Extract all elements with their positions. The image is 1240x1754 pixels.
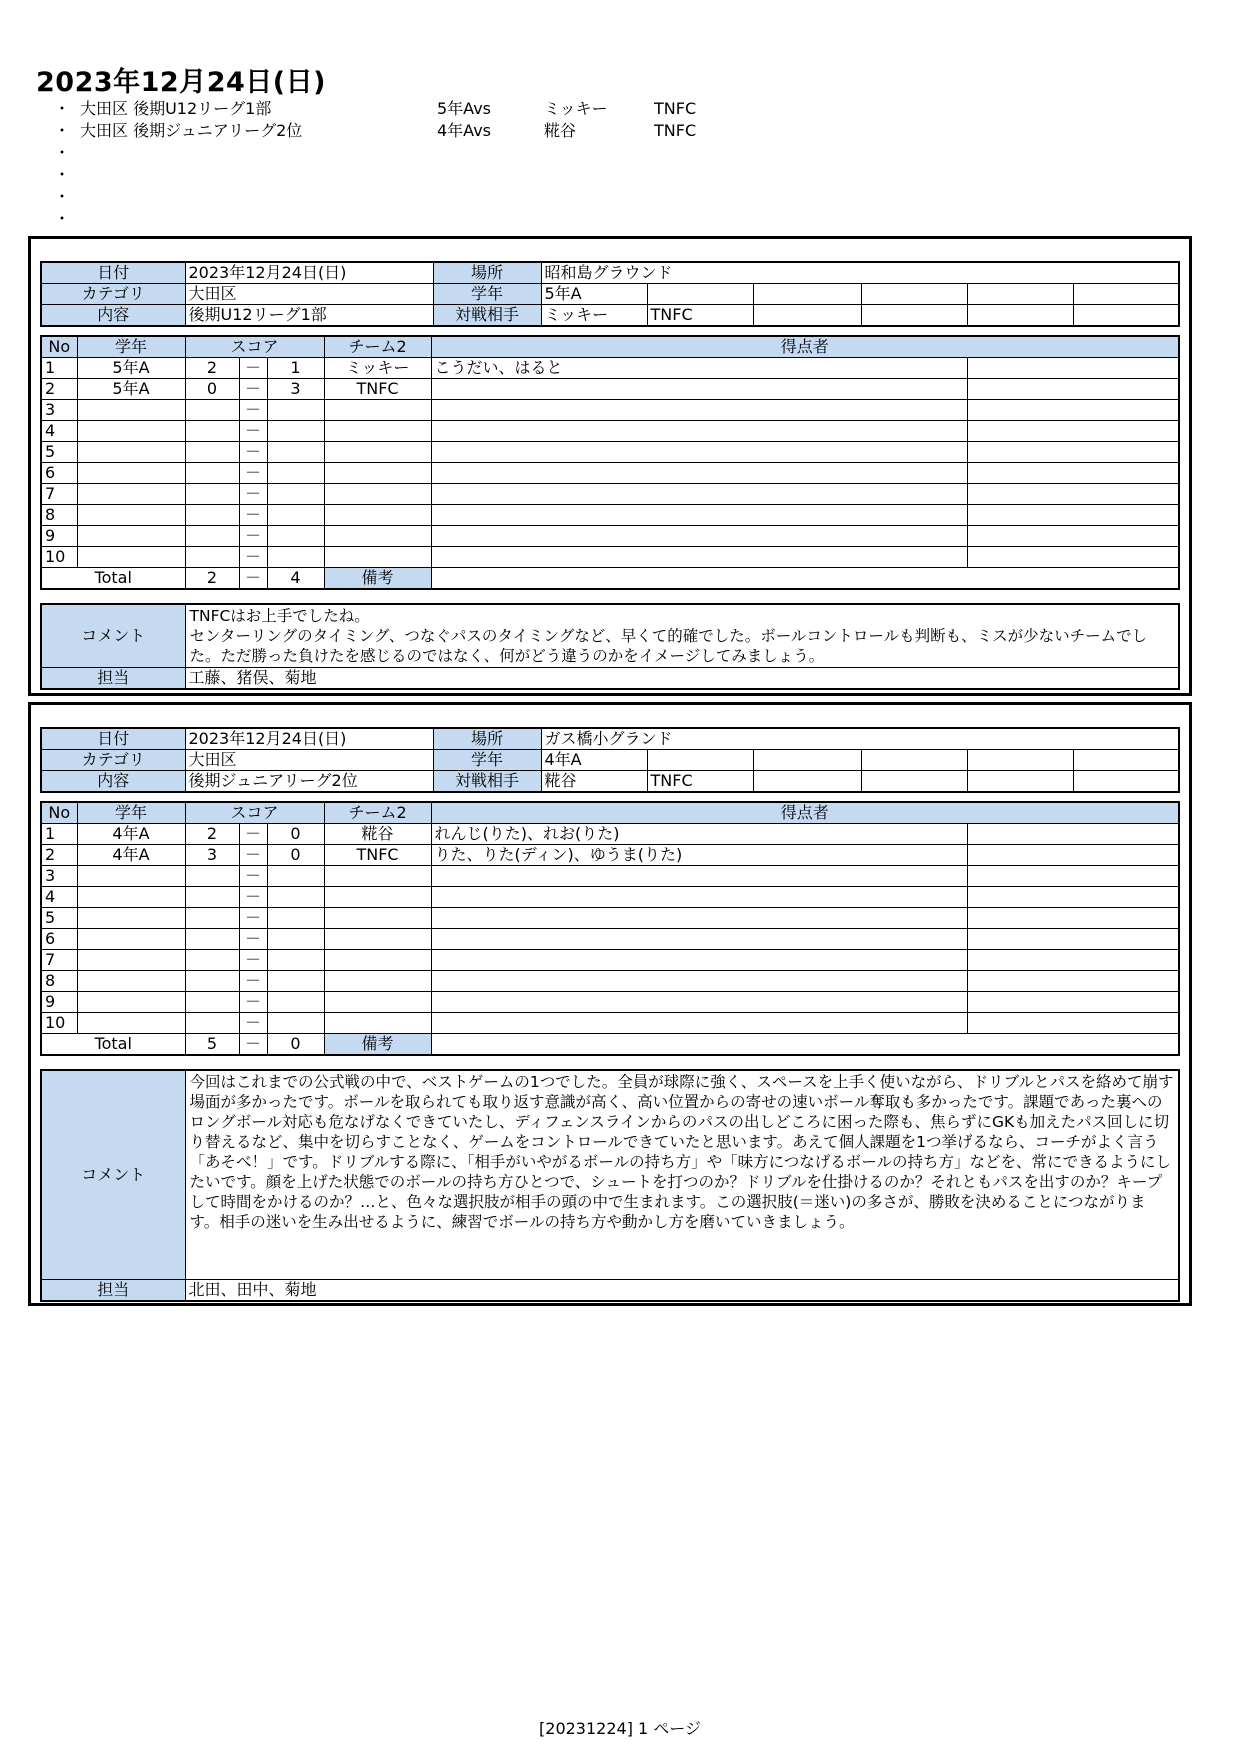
empty-cell	[967, 505, 1179, 526]
score-dash: －	[239, 887, 267, 908]
row-team2: ミッキー	[324, 358, 431, 379]
match-summary-list	[54, 98, 734, 230]
row-scorers	[431, 505, 967, 526]
empty-cell	[753, 750, 861, 771]
row-team2	[324, 547, 431, 568]
score-dash: －	[239, 908, 267, 929]
row-scorers	[431, 400, 967, 421]
opponent-value-2: TNFC	[647, 305, 753, 327]
row-score-1	[185, 463, 239, 484]
score-dash: －	[239, 421, 267, 442]
bullet: ・	[54, 165, 71, 184]
empty-cell	[967, 908, 1179, 929]
row-score-2: 0	[267, 845, 324, 866]
summary-row	[54, 142, 734, 164]
score-dash: －	[239, 379, 267, 400]
row-grade	[77, 971, 185, 992]
score-dash: －	[239, 484, 267, 505]
empty-cell	[861, 771, 967, 793]
row-grade	[77, 547, 185, 568]
row-grade	[77, 463, 185, 484]
score-dash: －	[239, 1034, 267, 1056]
category-label: カテゴリ	[41, 284, 185, 305]
score-dash: －	[239, 992, 267, 1013]
row-score-2	[267, 400, 324, 421]
summary-opponent-2: TNFC	[654, 121, 697, 140]
table-row	[41, 929, 1179, 950]
row-score-1	[185, 442, 239, 463]
row-no: 10	[41, 1013, 77, 1034]
remarks-label: 備考	[324, 568, 431, 590]
row-scorers	[431, 866, 967, 887]
scorers-header: 得点者	[431, 802, 1179, 824]
table-row	[41, 866, 1179, 887]
row-score-1	[185, 950, 239, 971]
row-no: 3	[41, 400, 77, 421]
content-value: 後期U12リーグ1部	[185, 305, 433, 327]
row-grade	[77, 1013, 185, 1034]
row-team2	[324, 971, 431, 992]
score-dash: －	[239, 568, 267, 590]
row-scorers	[431, 547, 967, 568]
row-score-2	[267, 866, 324, 887]
row-score-2	[267, 992, 324, 1013]
empty-cell	[967, 971, 1179, 992]
row-team2	[324, 866, 431, 887]
bullet: ・	[54, 209, 71, 228]
row-score-1	[185, 484, 239, 505]
row-team2	[324, 400, 431, 421]
row-grade	[77, 505, 185, 526]
empty-cell	[967, 992, 1179, 1013]
row-score-1: 3	[185, 845, 239, 866]
table-row	[41, 526, 1179, 547]
total-score-2: 4	[267, 568, 324, 590]
table-row	[41, 992, 1179, 1013]
row-team2: TNFC	[324, 845, 431, 866]
empty-cell	[967, 887, 1179, 908]
place-label: 場所	[433, 728, 541, 750]
empty-cell	[1073, 771, 1179, 793]
empty-cell	[967, 771, 1073, 793]
opponent-value-1: ミッキー	[541, 305, 647, 327]
row-score-2: 1	[267, 358, 324, 379]
empty-cell	[967, 484, 1179, 505]
no-header: No	[41, 336, 77, 358]
staff-value: 工藤、猪俣、菊地	[185, 668, 1179, 690]
empty-cell	[967, 866, 1179, 887]
comment-table	[40, 1069, 1180, 1302]
row-grade	[77, 887, 185, 908]
table-row	[41, 505, 1179, 526]
empty-cell	[967, 750, 1073, 771]
staff-label: 担当	[41, 668, 185, 690]
table-row	[41, 379, 1179, 400]
table-row	[41, 950, 1179, 971]
row-no: 8	[41, 971, 77, 992]
grade-header: 学年	[77, 802, 185, 824]
row-no: 3	[41, 866, 77, 887]
row-no: 1	[41, 824, 77, 845]
summary-event: 大田区 後期ジュニアリーグ2位	[80, 121, 303, 140]
row-team2	[324, 950, 431, 971]
empty-cell	[753, 284, 861, 305]
row-score-2	[267, 421, 324, 442]
page-title: 2023年12月24日(日)	[36, 67, 326, 98]
scorers-header: 得点者	[431, 336, 1179, 358]
row-team2	[324, 421, 431, 442]
category-value: 大田区	[185, 284, 433, 305]
empty-cell	[967, 547, 1179, 568]
total-label: Total	[41, 1034, 185, 1056]
row-grade	[77, 526, 185, 547]
row-score-2	[267, 950, 324, 971]
table-row	[41, 971, 1179, 992]
row-no: 2	[41, 845, 77, 866]
row-score-2	[267, 887, 324, 908]
row-team2	[324, 484, 431, 505]
content-value: 後期ジュニアリーグ2位	[185, 771, 433, 793]
remarks-label: 備考	[324, 1034, 431, 1056]
empty-cell	[1073, 305, 1179, 327]
table-row	[41, 358, 1179, 379]
score-dash: －	[239, 442, 267, 463]
empty-cell	[967, 950, 1179, 971]
row-scorers	[431, 1013, 967, 1034]
score-dash: －	[239, 971, 267, 992]
match-card-2	[28, 702, 1192, 1306]
row-team2	[324, 526, 431, 547]
empty-cell	[967, 284, 1073, 305]
row-grade	[77, 400, 185, 421]
row-scorers	[431, 887, 967, 908]
team2-header: チーム2	[324, 802, 431, 824]
total-label: Total	[41, 568, 185, 590]
bullet: ・	[54, 121, 71, 140]
row-score-1	[185, 866, 239, 887]
score-dash: －	[239, 463, 267, 484]
row-score-1	[185, 887, 239, 908]
row-score-1	[185, 505, 239, 526]
opponent-label: 対戦相手	[433, 305, 541, 327]
row-score-1	[185, 1013, 239, 1034]
match-card-1	[28, 236, 1192, 696]
date-value: 2023年12月24日(日)	[185, 728, 433, 750]
empty-cell	[967, 400, 1179, 421]
row-scorers	[431, 971, 967, 992]
row-scorers: りた、りた(ディン)、ゆうま(りた)	[431, 845, 967, 866]
score-table	[40, 801, 1180, 1056]
empty-cell	[967, 824, 1179, 845]
content-label: 内容	[41, 305, 185, 327]
summary-opponent-2: TNFC	[654, 99, 697, 118]
row-no: 4	[41, 887, 77, 908]
row-no: 4	[41, 421, 77, 442]
row-score-2	[267, 547, 324, 568]
place-label: 場所	[433, 262, 541, 284]
place-value: 昭和島グラウンド	[541, 262, 1179, 284]
row-grade	[77, 950, 185, 971]
no-header: No	[41, 802, 77, 824]
summary-row	[54, 186, 734, 208]
score-dash: －	[239, 547, 267, 568]
row-score-1: 0	[185, 379, 239, 400]
bullet: ・	[54, 99, 71, 118]
row-score-2	[267, 484, 324, 505]
row-grade	[77, 908, 185, 929]
summary-row	[54, 208, 734, 230]
score-header: スコア	[185, 802, 324, 824]
row-scorers	[431, 950, 967, 971]
row-team2	[324, 505, 431, 526]
empty-cell	[967, 421, 1179, 442]
comment-text: 今回はこれまでの公式戦の中で、ベストゲームの1つでした。全員が球際に強く、スペースを上手く使いながら、ドリブルとパスを絡めて崩す場面が多かったです。ボールを取られても取り返す意識が高く、高い位置からの寄せの速いボール奪取も多かったです。課題であった裏へのロングボール対応も危なげなくできていたし、ディフェンスラインからのパスの出しどころに困った際も、焦らずにGKも加えたパス回しに切り替えるなど、集中を切らすことなく、ゲームをコントロールできていたと思います。あえて個人課題を1つ挙げるなら、コーチがよく言う「あそべ！」です。ドリブルする際に、「相手がいやがるボールの持ち方」や「味方につなげるボールの持ち方」などを、常にできるようにしたいです。顔を上げた状態でのボールの持ち方ひとつで、シュートを打つのか？ドリブルを仕掛けるのか？それともパスを出すのか？キープして時間をかけるのか？…と、色々な選択肢が相手の頭の中で生まれます。この選択肢(＝迷い)の多さが、勝敗を決めることにつながります。相手の迷いを生み出せるように、練習でボールの持ち方や動かし方を磨いていきましょう。	[185, 1070, 1179, 1280]
summary-row	[54, 164, 734, 186]
row-scorers	[431, 442, 967, 463]
row-grade: 4年A	[77, 824, 185, 845]
row-score-2	[267, 908, 324, 929]
row-score-2	[267, 526, 324, 547]
summary-opponent-1: ミッキー	[544, 99, 608, 118]
row-scorers	[431, 908, 967, 929]
empty-cell	[967, 929, 1179, 950]
category-label: カテゴリ	[41, 750, 185, 771]
row-grade: 5年A	[77, 379, 185, 400]
row-scorers	[431, 929, 967, 950]
table-row	[41, 845, 1179, 866]
empty-cell	[861, 284, 967, 305]
row-team2	[324, 463, 431, 484]
row-team2	[324, 887, 431, 908]
table-row	[41, 887, 1179, 908]
row-no: 10	[41, 547, 77, 568]
date-label: 日付	[41, 262, 185, 284]
total-score-2: 0	[267, 1034, 324, 1056]
row-scorers	[431, 421, 967, 442]
empty-cell	[967, 463, 1179, 484]
opponent-label: 対戦相手	[433, 771, 541, 793]
match-info-table	[40, 727, 1180, 793]
staff-value: 北田、田中、菊地	[185, 1280, 1179, 1302]
score-dash: －	[239, 505, 267, 526]
opponent-value-2: TNFC	[647, 771, 753, 793]
row-scorers	[431, 526, 967, 547]
row-grade	[77, 929, 185, 950]
total-score-1: 5	[185, 1034, 239, 1056]
row-grade: 5年A	[77, 358, 185, 379]
empty-cell	[967, 442, 1179, 463]
date-label: 日付	[41, 728, 185, 750]
table-row	[41, 421, 1179, 442]
summary-team: 4年Avs	[437, 121, 491, 140]
table-row	[41, 547, 1179, 568]
table-row	[41, 442, 1179, 463]
row-score-1	[185, 526, 239, 547]
remarks-value	[431, 1034, 1179, 1056]
score-dash: －	[239, 929, 267, 950]
table-row	[41, 484, 1179, 505]
empty-cell	[967, 1013, 1179, 1034]
row-score-2	[267, 442, 324, 463]
empty-cell	[861, 750, 967, 771]
row-scorers	[431, 992, 967, 1013]
summary-row	[54, 120, 734, 142]
place-value: ガス橋小グランド	[541, 728, 1179, 750]
row-no: 7	[41, 950, 77, 971]
table-row	[41, 463, 1179, 484]
comment-label: コメント	[41, 604, 185, 668]
score-dash: －	[239, 845, 267, 866]
row-team2	[324, 908, 431, 929]
remarks-value	[431, 568, 1179, 590]
table-row	[41, 1013, 1179, 1034]
row-no: 9	[41, 992, 77, 1013]
row-score-2	[267, 463, 324, 484]
row-no: 9	[41, 526, 77, 547]
empty-cell	[967, 379, 1179, 400]
row-score-1	[185, 400, 239, 421]
score-dash: －	[239, 1013, 267, 1034]
row-score-1: 2	[185, 824, 239, 845]
empty-cell	[1073, 750, 1179, 771]
score-table	[40, 335, 1180, 590]
empty-cell	[967, 526, 1179, 547]
team2-header: チーム2	[324, 336, 431, 358]
empty-cell	[967, 305, 1073, 327]
summary-opponent-1: 糀谷	[544, 121, 577, 140]
row-team2: TNFC	[324, 379, 431, 400]
empty-cell	[647, 284, 753, 305]
row-scorers	[431, 463, 967, 484]
score-dash: －	[239, 866, 267, 887]
comment-label: コメント	[41, 1070, 185, 1280]
empty-cell	[647, 750, 753, 771]
bullet: ・	[54, 187, 71, 206]
row-score-1	[185, 908, 239, 929]
score-dash: －	[239, 358, 267, 379]
bullet: ・	[54, 143, 71, 162]
row-scorers	[431, 379, 967, 400]
row-score-2	[267, 971, 324, 992]
row-grade	[77, 866, 185, 887]
empty-cell	[753, 305, 861, 327]
grade-header: 学年	[77, 336, 185, 358]
row-no: 2	[41, 379, 77, 400]
row-score-2	[267, 929, 324, 950]
total-row	[41, 1034, 1179, 1056]
row-team2	[324, 1013, 431, 1034]
summary-event: 大田区 後期U12リーグ1部	[80, 99, 272, 118]
row-no: 6	[41, 463, 77, 484]
content-label: 内容	[41, 771, 185, 793]
row-no: 5	[41, 442, 77, 463]
summary-team: 5年Avs	[437, 99, 491, 118]
row-no: 7	[41, 484, 77, 505]
row-grade	[77, 484, 185, 505]
grade-value: 5年A	[541, 284, 647, 305]
grade-label: 学年	[433, 750, 541, 771]
opponent-value-1: 糀谷	[541, 771, 647, 793]
empty-cell	[1073, 284, 1179, 305]
row-score-2	[267, 1013, 324, 1034]
row-no: 8	[41, 505, 77, 526]
table-row	[41, 400, 1179, 421]
score-dash: －	[239, 824, 267, 845]
comment-text: TNFCはお上手でしたね。 センターリングのタイミング、つなぐパスのタイミングなど、早くて的確でした。ボールコントロールも判断も、ミスが少ないチームでした。ただ勝った負けたを感じるのではなく、何がどう違うのかをイメージしてみましょう。	[185, 604, 1179, 668]
total-score-1: 2	[185, 568, 239, 590]
grade-label: 学年	[433, 284, 541, 305]
row-score-1	[185, 929, 239, 950]
grade-value: 4年A	[541, 750, 647, 771]
score-header: スコア	[185, 336, 324, 358]
row-score-1	[185, 547, 239, 568]
row-score-1	[185, 421, 239, 442]
date-value: 2023年12月24日(日)	[185, 262, 433, 284]
row-team2: 糀谷	[324, 824, 431, 845]
row-score-1	[185, 992, 239, 1013]
row-scorers	[431, 484, 967, 505]
score-dash: －	[239, 526, 267, 547]
row-grade: 4年A	[77, 845, 185, 866]
comment-table	[40, 603, 1180, 690]
empty-cell	[967, 845, 1179, 866]
score-dash: －	[239, 950, 267, 971]
row-no: 6	[41, 929, 77, 950]
row-team2	[324, 442, 431, 463]
table-row	[41, 824, 1179, 845]
table-row	[41, 908, 1179, 929]
row-grade	[77, 421, 185, 442]
row-no: 5	[41, 908, 77, 929]
row-team2	[324, 992, 431, 1013]
score-dash: －	[239, 400, 267, 421]
row-no: 1	[41, 358, 77, 379]
row-scorers: れんじ(りた)、れお(りた)	[431, 824, 967, 845]
row-score-1	[185, 971, 239, 992]
staff-label: 担当	[41, 1280, 185, 1302]
row-score-2: 0	[267, 824, 324, 845]
empty-cell	[967, 358, 1179, 379]
total-row	[41, 568, 1179, 590]
empty-cell	[753, 771, 861, 793]
row-grade	[77, 992, 185, 1013]
row-score-1: 2	[185, 358, 239, 379]
summary-row	[54, 98, 734, 120]
row-grade	[77, 442, 185, 463]
row-score-2	[267, 505, 324, 526]
row-score-2: 3	[267, 379, 324, 400]
category-value: 大田区	[185, 750, 433, 771]
match-info-table	[40, 261, 1180, 327]
row-scorers: こうだい、はると	[431, 358, 967, 379]
row-team2	[324, 929, 431, 950]
empty-cell	[861, 305, 967, 327]
page-footer: [20231224] 1 ページ	[539, 1719, 701, 1738]
